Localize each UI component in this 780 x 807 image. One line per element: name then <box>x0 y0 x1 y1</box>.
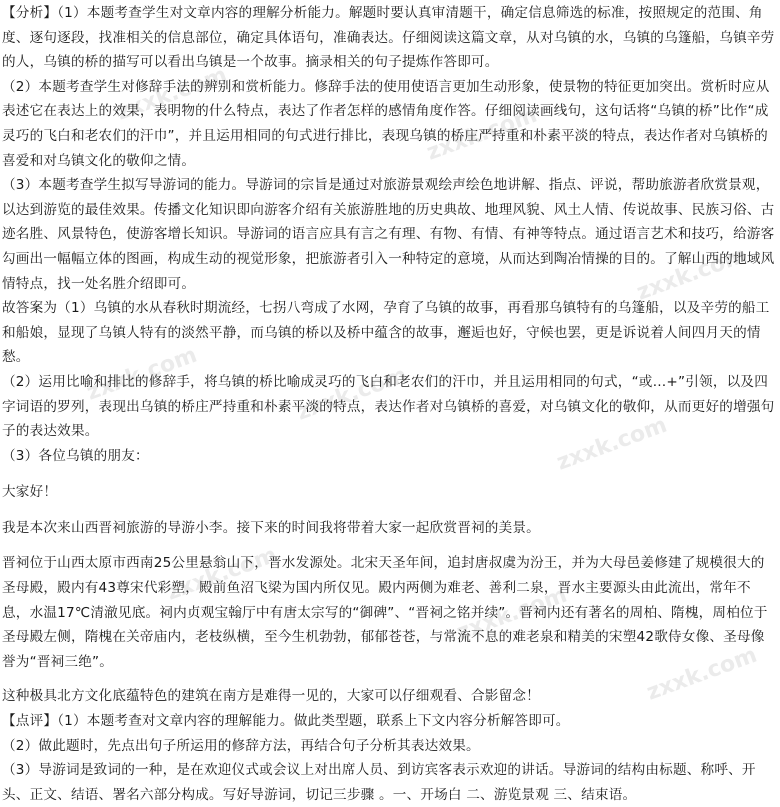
analysis-paragraph-2: （2）本题考查学生对修辞手法的辨别和赏析能力。修辞手法的使用使语言更加生动形象，使景物的特征更加突出。赏析时应从表述它在表达上的效果，表明物的什么特点，表达了作者怎样的感情角度作答。仔细阅读画线句，这句话将“乌镇的桥”比作“成灵巧的飞白和老农们的汗巾”，并且运用相同的句式进行排比，表现乌镇的桥庄严持重和朴素平淡的特点，表达作者对乌镇桥的喜爱和对乌镇文化的敬仰之情。 <box>2 78 770 169</box>
watermark-text: zxxk.com <box>633 242 751 306</box>
answer-paragraph-2: （2）运用比喻和排比的修辞手，将乌镇的桥比喻成灵巧的飞白和老农们的汗巾，并且运用相同的句式，“或…+”引领，以及四字词语的罗列，表现出乌镇的桥庄严持重和朴素平淡的特点，表达作者对乌镇桥的喜爱，对乌镇文化的敬仰，从而更好的增强句子的表达效果。 <box>2 373 775 440</box>
comment-paragraph-1: 【点评】（1）本题考查对文章内容的理解能力。做此类型题，联系上下文内容分析解答即可。 <box>2 713 570 730</box>
watermark-text: zxxk.com <box>83 342 201 406</box>
watermark-text: zxxk.com <box>113 62 231 126</box>
answer-closing: 这种极具北方文化底蕴特色的建筑在南方是难得一见的，大家可以仔细观看、合影留念！ <box>2 688 540 705</box>
comment-paragraph-2: （2）做此题时，先点出句子所运用的修辞方法，再结合句子分析其表达效果。 <box>2 737 480 754</box>
watermark-text: zxxk.com <box>553 412 671 476</box>
comment-paragraph-3: （3）导游词是致词的一种，是在欢迎仪式或会议上对出席人员、到访宾客表示欢迎的讲话。导游词的结构由标题、称呼、开头、正文、结语、署名六部分构成。写好导游词，切记三步骤 。一、开场白 二、游览景观 三、结束语。 <box>2 762 756 803</box>
answer-greeting: 大家好！ <box>2 484 58 501</box>
answer-body: 晋祠位于山西太原市西南25公里悬翁山下，晋水发源处。北宋天圣年间，追封唐叔虞为汾王，并为大母邑姜修建了规模很大的圣母殿，殿内有43尊宋代彩塑，殿前鱼沼飞梁为国内所仅见。殿内两侧为难老、善利二泉，晋水主要源头由此流出，常年不息，水温17℃清澈见底。祠内贞观宝翰厅中有唐太宗写的“御碑”、“晋祠之铭并续”。晋祠内还有著名的周柏、隋槐，周柏位于圣母殿左侧，隋槐在关帝庙内，老枝纵横，至今生机勃勃，郁郁苍苍，与常流不息的难老泉和精美的宋塑42歌侍女像、圣母像誉为“晋祠三绝”。 <box>2 555 768 670</box>
watermark-text: zxxk.com <box>163 542 281 606</box>
analysis-paragraph-1: 【分析】（1）本题考查学生对文章内容的理解分析能力。解题时要认真审清题干，确定信息筛选的标准，按照规定的范围、角度、逐句逐段，找准相关的信息部位，确定具体语句，准确表达。仔细阅读这篇文章，从对乌镇的水，乌镇的乌篷船，乌镇辛劳的人，乌镇的桥的描写可以看出乌镇是一个故事。摘录相关的句子提炼作答即可。 <box>2 5 775 71</box>
analysis-paragraph-3: （3）本题考查学生拟写导游词的能力。导游词的宗旨是通过对旅游景观绘声绘色地讲解、指点、评说，帮助旅游者欣赏景观，以达到游览的最佳效果。传播文化知识即向游客介绍有关旅游胜地的历史典故、地理风貌、风土人情、传说故事、民族习俗、古迹名胜、风景特色，使游客增长知识。导游词的语言应具有言之有理、有物、有情、有神等特点。通过语言艺术和技巧，给游客勾画出一幅幅立体的图画，构成生动的视觉形象，把旅游者引入一种特定的意境，从而达到陶冶情操的目的。了解山西的地域风情特点，找一处名胜介绍即可。 <box>2 177 775 292</box>
answer-paragraph-1: 故答案为（1）乌镇的水从春秋时期流经，七拐八弯成了水网，孕育了乌镇的故事，再看那乌镇特有的乌篷船，以及辛劳的船工和船娘，显现了乌镇人特有的淡然平静，而乌镇的桥以及桥中蕴含的故事，邂逅也好，守候也罢，更是诉说着人间四月天的情愁。 <box>2 300 770 366</box>
answer-intro: 我是本次来山西晋祠旅游的导游小李。接下来的时间我将带着大家一起欣赏晋祠的美景。 <box>2 519 540 536</box>
watermark-text: zxxk.com <box>293 362 411 426</box>
watermark-text: zxxk.com <box>453 582 571 646</box>
watermark-text: zxxk.com <box>643 642 761 706</box>
watermark-text: zxxk.com <box>423 102 541 166</box>
answer-paragraph-3: （3）各位乌镇的朋友： <box>2 447 149 464</box>
